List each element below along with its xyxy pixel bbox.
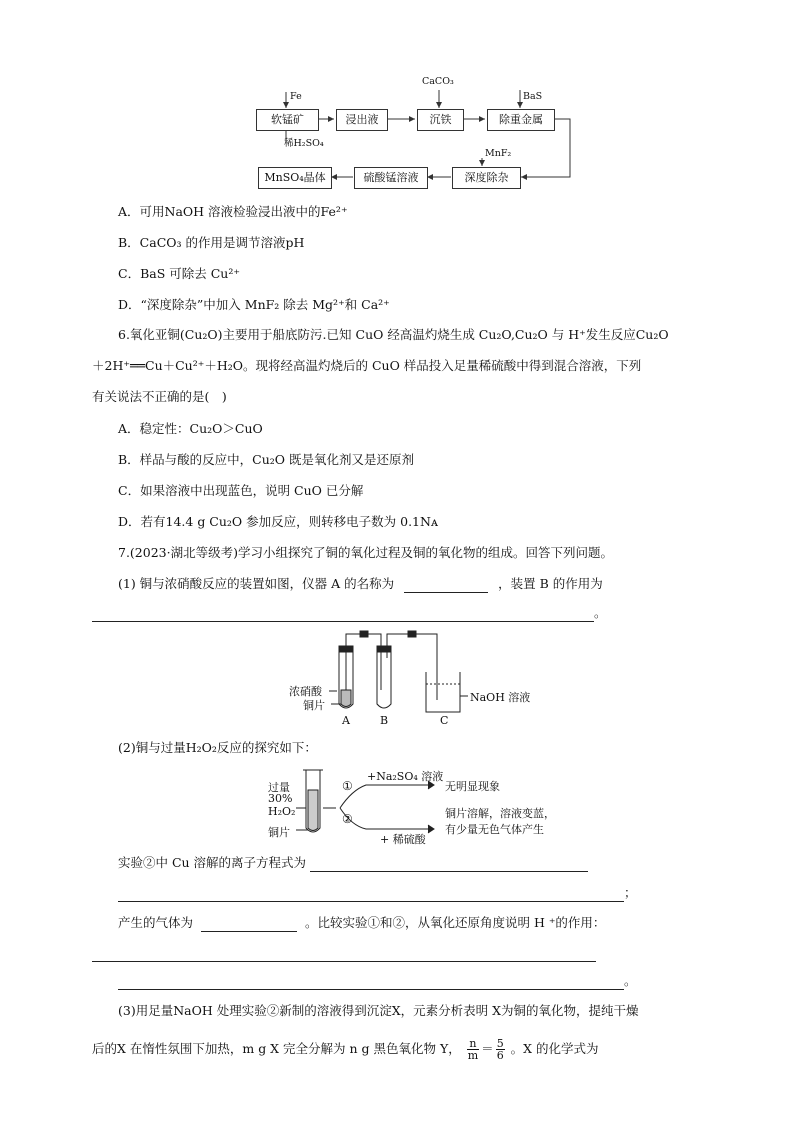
q5-option-d: D．“深度除杂”中加入 MnF₂ 除去 Mg²⁺和 Ca²⁺ — [118, 297, 390, 312]
q6-option-c: C．如果溶液中出现蓝色，说明 CuO 已分解 — [118, 483, 364, 498]
q7-part2-equation-line2 — [118, 884, 637, 902]
frac-6: 6 — [496, 1049, 504, 1062]
exp-reagent-line1: 过量 — [268, 781, 290, 794]
q6-stem-line3: 有关说法不正确的是( ) — [92, 389, 227, 404]
reagent-mnf2: MnF₂ — [485, 148, 512, 159]
q7-part1-text-a: (1) 铜与浓硝酸反应的装置如图，仪器 A 的名称为 — [118, 576, 395, 591]
q5-option-a: A．可用NaOH 溶液检验浸出液中的Fe²⁺ — [118, 204, 348, 219]
q7-part2-gas-text: 产生的气体为 — [118, 915, 194, 930]
flow-box-deep-purification: 深度除杂 — [452, 167, 521, 189]
label-b: B — [380, 714, 389, 727]
q6-stem-line1: 6.氧化亚铜(Cu₂O)主要用于船底防污.已知 CuO 经高温灼烧生成 Cu₂O,Cu₂O 与 H⁺发生反应Cu₂O — [118, 327, 669, 342]
reagent-bas: BaS — [523, 91, 543, 102]
q7-intro: 7.(2023·湖北等级考)学习小组探究了铜的氧化过程及铜的氧化物的组成。回答下列问题。 — [118, 545, 613, 560]
exp-copper: 铜片 — [268, 826, 290, 839]
q7-part3-text-b: 。X 的化学式为 — [510, 1041, 599, 1056]
q7-part2-eq-text: 实验②中 Cu 溶解的离子方程式为 — [118, 855, 307, 870]
equals-sign: ＝ — [481, 1041, 494, 1056]
q7-part2-h-line2 — [118, 972, 637, 990]
fraction-five-sixths — [496, 1038, 505, 1061]
reagent-h2so4: 稀H₂SO₄ — [284, 138, 324, 149]
exp-result-1: 无明显现象 — [445, 780, 500, 793]
q7-part2-h-line1 — [92, 944, 596, 962]
exp-circle-1: ① — [342, 779, 353, 793]
q7-part1-text-b: ，装置 B 的作用为 — [498, 576, 603, 591]
label-naoh-solution: NaOH 溶液 — [470, 691, 531, 704]
q6-stem-line2: ＋2H⁺══Cu＋Cu²⁺＋H₂O。现将经高温灼烧后的 CuO 样品投入足量稀硫酸中得到混合溶液，下列 — [92, 358, 642, 373]
q5-option-b: B．CaCO₃ 的作用是调节溶液pH — [118, 235, 305, 250]
label-conc-nitric-acid: 浓硝酸 — [289, 685, 322, 698]
answer-blank-gas[interactable] — [201, 917, 297, 932]
answer-blank-ionic-equation-2[interactable] — [118, 887, 624, 902]
q7-part2-intro: (2)铜与过量H₂O₂反应的探究如下： — [118, 740, 317, 755]
reagent-caco3: CaCO₃ — [422, 76, 454, 87]
frac-n: n — [467, 1038, 479, 1050]
frac-5: 5 — [496, 1037, 504, 1050]
q7-part3-line2 — [92, 1036, 599, 1062]
q7-part2-gas-text2: 。比较实验①和②，从氧化还原角度说明 H ⁺的作用： — [304, 915, 606, 930]
answer-blank-h-role-2[interactable] — [118, 975, 624, 990]
period: 。 — [594, 605, 607, 620]
flow-box-ore: 软锰矿 — [256, 109, 319, 131]
answer-blank-ionic-equation-1[interactable] — [310, 857, 588, 872]
exp-result-2b: 有少量无色气体产生 — [445, 823, 544, 836]
semicolon: ； — [624, 885, 637, 900]
exp-result-2a: 铜片溶解，溶液变蓝， — [445, 807, 555, 820]
reagent-fe: Fe — [290, 91, 302, 102]
period: 。 — [624, 973, 637, 988]
fraction-n-over-m — [467, 1038, 479, 1061]
flow-box-mnso4-solution: 硫酸锰溶液 — [354, 167, 428, 189]
frac-m: m — [467, 1049, 479, 1062]
q5-option-c: C．BaS 可除去 Cu²⁺ — [118, 266, 240, 281]
exp-add-na2so4: +Na₂SO₄ 溶液 — [367, 770, 444, 783]
label-copper: 铜片 — [303, 699, 325, 712]
flow-box-mnso4-crystal: MnSO₄晶体 — [258, 167, 332, 189]
flow-box-leachate: 浸出液 — [336, 109, 388, 131]
exp-add-sulfuric: + 稀硫酸 — [380, 833, 426, 846]
exp-circle-2: ② — [342, 812, 353, 826]
exp-reagent-line2: 30% — [268, 792, 293, 805]
q7-part3-line1: (3)用足量NaOH 处理实验②新制的溶液得到沉淀X，元素分析表明 X为铜的氧化物，提纯干燥 — [118, 1003, 639, 1018]
q6-option-a: A．稳定性：Cu₂O＞CuO — [118, 421, 263, 436]
q7-part2-gas-line — [118, 914, 605, 932]
q7-part3-text-a: 后的X 在惰性氛围下加热，m g X 完全分解为 n g 黑色氧化物 Y， — [92, 1041, 461, 1056]
q7-part2-equation-line — [118, 854, 588, 872]
flow-box-heavy-metal-removal: 除重金属 — [487, 109, 555, 131]
flow-box-iron-removal: 沉铁 — [417, 109, 464, 131]
q6-option-b: B．样品与酸的反应中，Cu₂O 既是氧化剂又是还原剂 — [118, 452, 415, 467]
label-c: C — [440, 714, 449, 727]
exp-reagent-line3: H₂O₂ — [268, 805, 296, 818]
answer-blank-h-role-1[interactable] — [92, 947, 596, 962]
label-a: A — [342, 714, 350, 727]
q6-option-d: D．若有14.4 g Cu₂O 参加反应，则转移电子数为 0.1Nᴀ — [118, 514, 439, 529]
